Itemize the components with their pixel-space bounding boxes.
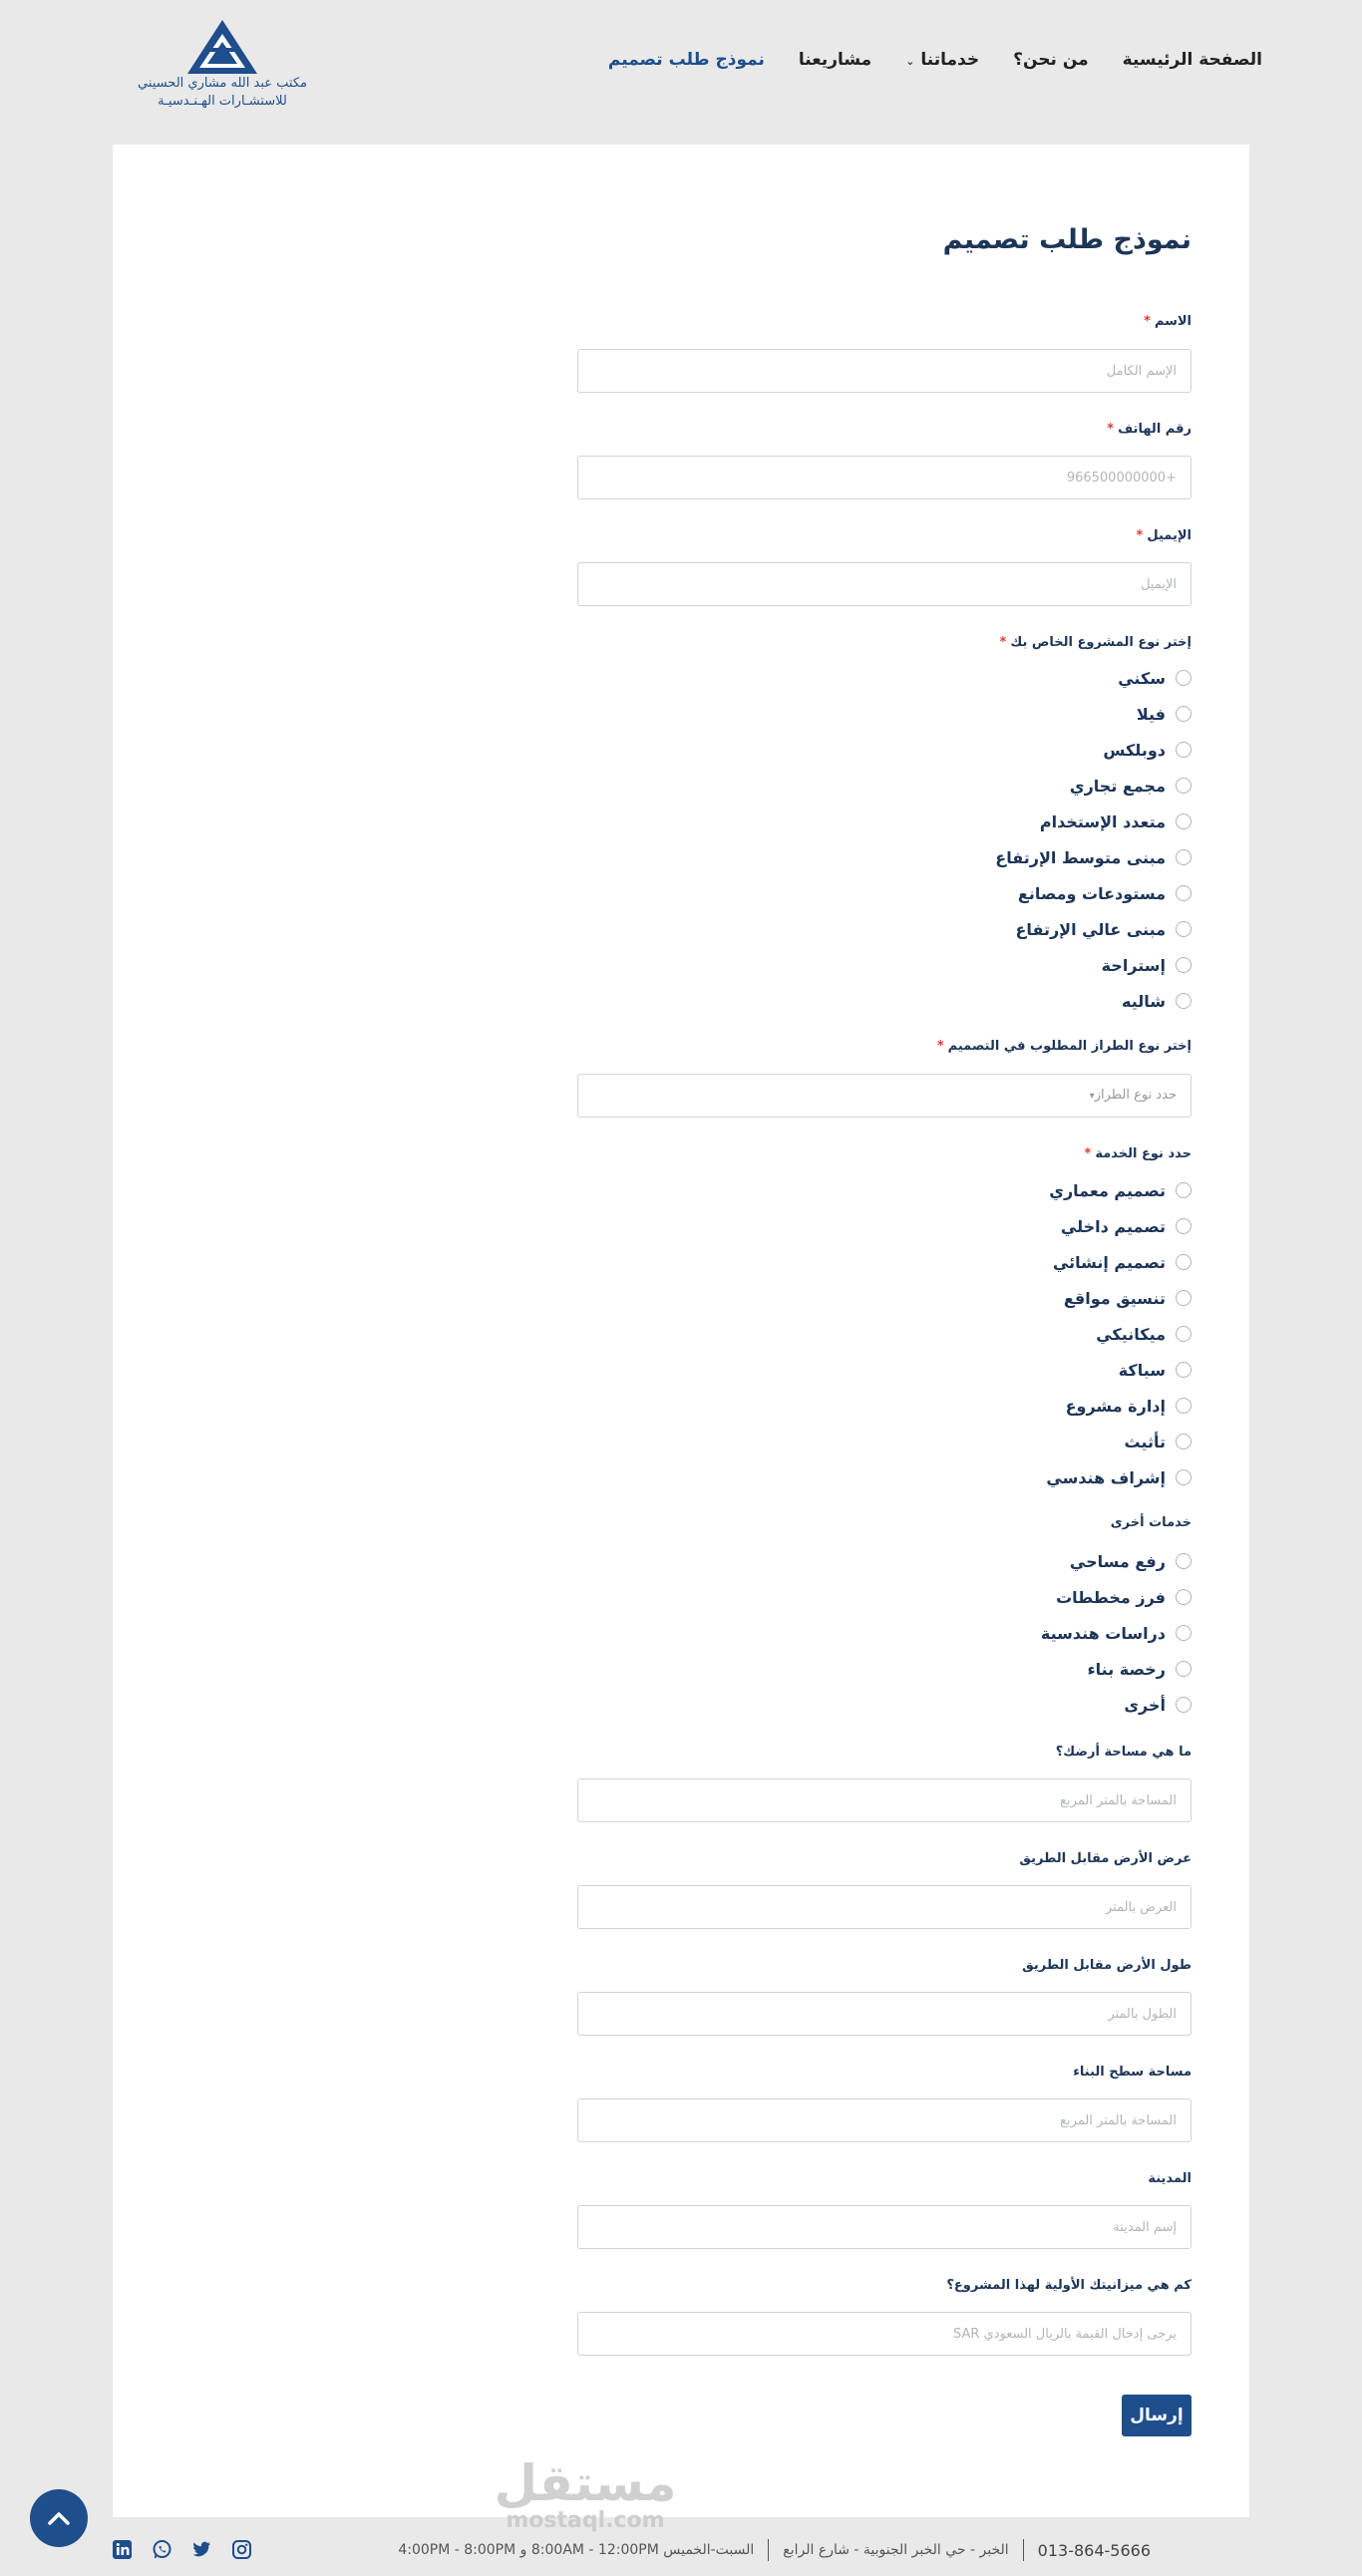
radio-label: فيلا: [1136, 704, 1166, 724]
land-area-input[interactable]: [577, 1778, 1192, 1822]
footer-divider: [1023, 2539, 1024, 2561]
radio-label: رخصة بناء: [1087, 1659, 1166, 1679]
social-links: [112, 2539, 252, 2560]
land-length-label: طول الأرض مقابل الطريق: [1022, 1958, 1192, 1973]
city-input[interactable]: [577, 2205, 1192, 2249]
radio-label: مبنى عالي الإرتفاع: [1015, 919, 1166, 939]
style-label-text: إختر نوع الطراز المطلوب في التصميم: [947, 1039, 1192, 1054]
nav-item-services-label: خدماتنا: [920, 50, 980, 70]
land-width-label: عرض الأرض مقابل الطريق: [1019, 1851, 1192, 1866]
footer-phone[interactable]: 013-864-5666: [1037, 2540, 1151, 2560]
budget-label: كم هي ميزانيتك الأولية لهذا المشروع؟: [946, 2278, 1192, 2293]
nav-item-services[interactable]: [905, 50, 979, 70]
footer-hours: السبت-الخميس 8:00AM - 12:00PM و 4:00PM - 8:00PM: [398, 2542, 755, 2558]
scroll-to-top-button[interactable]: [30, 2489, 88, 2547]
radio-button[interactable]: [1176, 742, 1192, 758]
radio-button[interactable]: [1176, 957, 1192, 973]
project-type-option[interactable]: [1102, 953, 1192, 977]
radio-button[interactable]: [1176, 813, 1192, 829]
project-type-label-text: إختر نوع المشروع الخاص بك: [1010, 635, 1192, 650]
other-service-option[interactable]: [1124, 1693, 1192, 1717]
instagram-icon[interactable]: [231, 2539, 252, 2560]
linkedin-icon[interactable]: [112, 2539, 133, 2560]
radio-button[interactable]: [1176, 1469, 1192, 1485]
submit-button[interactable]: إرسال: [1122, 2395, 1192, 2436]
service-type-option[interactable]: [1064, 1286, 1192, 1310]
footer-address: الخبر - حي الخبر الجنوبية - شارع الرابع: [783, 2542, 1009, 2558]
other-service-option[interactable]: [1056, 1585, 1192, 1609]
other-services-label: خدمات أخرى: [1110, 1515, 1192, 1530]
radio-label: تصميم إنشائي: [1052, 1252, 1166, 1272]
radio-button[interactable]: [1176, 885, 1192, 901]
radio-label: دوبلكس: [1103, 740, 1166, 760]
phone-input[interactable]: [577, 456, 1192, 499]
style-select-value: حدد نوع الطراز: [1094, 1088, 1177, 1103]
chevron-up-icon: [47, 2510, 71, 2526]
required-mark: *: [1084, 1146, 1092, 1161]
radio-label: سكني: [1118, 668, 1166, 688]
service-type-option[interactable]: [1053, 1250, 1192, 1274]
project-type-option[interactable]: [1137, 702, 1192, 726]
radio-label: ميكانيكي: [1096, 1324, 1166, 1344]
chevron-down-icon: ⌄: [905, 55, 915, 68]
footer-divider: [768, 2539, 769, 2561]
radio-label: إشراف هندسي: [1046, 1467, 1166, 1487]
nav-item-home[interactable]: الصفحة الرئيسية: [1122, 50, 1262, 70]
radio-button[interactable]: [1176, 1362, 1192, 1378]
other-service-option[interactable]: [1070, 1549, 1192, 1573]
form-card: [113, 145, 1249, 2517]
radio-button[interactable]: [1176, 670, 1192, 686]
radio-label: أخرى: [1124, 1695, 1166, 1715]
other-service-option[interactable]: [1087, 1657, 1192, 1681]
project-type-option[interactable]: [995, 845, 1192, 869]
radio-label: مبنى متوسط الإرتفاع: [995, 847, 1166, 867]
radio-label: مجمع تجاري: [1069, 776, 1166, 796]
style-label: [937, 1039, 1192, 1054]
radio-button[interactable]: [1176, 1254, 1192, 1270]
radio-button[interactable]: [1176, 1553, 1192, 1569]
radio-label: مستودعات ومصانع: [1017, 883, 1166, 903]
style-select[interactable]: [577, 1074, 1192, 1118]
main-nav: [608, 50, 1262, 70]
watermark-url: mostaql.com: [506, 2508, 665, 2533]
project-type-label: [1000, 635, 1192, 650]
project-type-option[interactable]: [1122, 989, 1192, 1013]
radio-button[interactable]: [1176, 993, 1192, 1009]
nav-item-projects[interactable]: مشاريعنا: [798, 50, 872, 70]
radio-button[interactable]: [1176, 1589, 1192, 1605]
required-mark: *: [999, 635, 1007, 650]
radio-button[interactable]: [1176, 706, 1192, 722]
email-label-text: الإيميل: [1147, 528, 1192, 543]
radio-label: تصميم داخلي: [1060, 1216, 1166, 1236]
radio-button[interactable]: [1176, 849, 1192, 865]
project-type-option[interactable]: [1118, 666, 1192, 690]
twitter-icon[interactable]: [191, 2539, 212, 2560]
required-mark: *: [1144, 314, 1151, 329]
logo-icon: [185, 18, 259, 76]
radio-label: سباكة: [1118, 1360, 1166, 1380]
service-type-label: [1085, 1146, 1192, 1161]
chevron-down-icon: ▾: [1089, 1091, 1095, 1102]
service-type-option[interactable]: [1096, 1322, 1192, 1346]
logo-text-name: مكتب عبد الله مشاري الحسيني: [138, 76, 307, 91]
radio-label: فرز مخططات: [1056, 1587, 1166, 1607]
radio-label: دراسات هندسية: [1040, 1623, 1166, 1643]
radio-button[interactable]: [1176, 1434, 1192, 1449]
name-label: [1144, 314, 1192, 329]
site-footer: [0, 2517, 1362, 2576]
footer-info: [398, 2539, 1151, 2561]
required-mark: *: [1107, 422, 1115, 437]
land-width-input[interactable]: [577, 1885, 1192, 1929]
project-type-option[interactable]: [1103, 738, 1192, 762]
radio-button[interactable]: [1176, 1697, 1192, 1713]
budget-input[interactable]: [577, 2312, 1192, 2356]
project-type-option[interactable]: [1016, 917, 1192, 941]
service-type-option[interactable]: [1125, 1430, 1192, 1453]
land-length-input[interactable]: [577, 1992, 1192, 2036]
required-mark: *: [936, 1039, 944, 1054]
page-title: نموذج طلب تصميم: [942, 224, 1192, 255]
email-input[interactable]: [577, 562, 1192, 606]
city-label: المدينة: [1148, 2171, 1192, 2186]
radio-button[interactable]: [1176, 1398, 1192, 1414]
project-type-option[interactable]: [1070, 774, 1192, 798]
watermark-arabic: مستقل: [494, 2454, 677, 2512]
service-type-label-text: حدد نوع الخدمة: [1095, 1146, 1192, 1161]
radio-label: متعدد الإستخدام: [1039, 811, 1166, 831]
radio-button[interactable]: [1176, 1182, 1192, 1198]
name-label-text: الاسم: [1154, 314, 1192, 329]
radio-button[interactable]: [1176, 1218, 1192, 1234]
radio-label: إدارة مشروع: [1065, 1396, 1166, 1416]
service-type-option[interactable]: [1061, 1214, 1192, 1238]
radio-button[interactable]: [1176, 1625, 1192, 1641]
whatsapp-icon[interactable]: [152, 2539, 172, 2560]
radio-label: إستراحة: [1101, 955, 1166, 975]
nav-item-design-request[interactable]: نموذج طلب تصميم: [607, 50, 765, 70]
project-type-option[interactable]: [1040, 809, 1192, 833]
nav-item-about[interactable]: من نحن؟: [1013, 50, 1089, 70]
phone-label-text: رقم الهاتف: [1118, 422, 1192, 437]
radio-button[interactable]: [1176, 778, 1192, 794]
radio-button[interactable]: [1176, 921, 1192, 937]
logo-text-subtitle: للاستشـارات الهـنـدسيـة: [158, 94, 287, 109]
radio-label: رفع مساحي: [1069, 1551, 1166, 1571]
logo[interactable]: [138, 18, 307, 114]
project-type-option[interactable]: [1018, 881, 1192, 905]
radio-label: تصميم معماري: [1049, 1180, 1166, 1200]
service-type-option[interactable]: [1119, 1358, 1192, 1382]
roof-area-input[interactable]: [577, 2098, 1192, 2142]
land-area-label: ما هي مساحة أرضك؟: [1055, 1745, 1192, 1760]
service-type-option[interactable]: [1049, 1178, 1192, 1202]
required-mark: *: [1136, 528, 1144, 543]
radio-label: تنسيق مواقع: [1063, 1288, 1166, 1308]
site-header: [0, 0, 1362, 145]
radio-button[interactable]: [1176, 1661, 1192, 1677]
radio-label: شاليه: [1122, 991, 1166, 1011]
roof-area-label: مساحة سطح البناء: [1073, 2065, 1192, 2080]
email-label: [1137, 528, 1192, 543]
name-input[interactable]: [577, 349, 1192, 393]
radio-button[interactable]: [1176, 1326, 1192, 1342]
phone-label: [1107, 422, 1192, 437]
service-type-option[interactable]: [1046, 1465, 1192, 1489]
other-service-option[interactable]: [1041, 1621, 1192, 1645]
radio-button[interactable]: [1176, 1290, 1192, 1306]
radio-label: تأثيث: [1124, 1432, 1166, 1451]
service-type-option[interactable]: [1066, 1394, 1192, 1418]
